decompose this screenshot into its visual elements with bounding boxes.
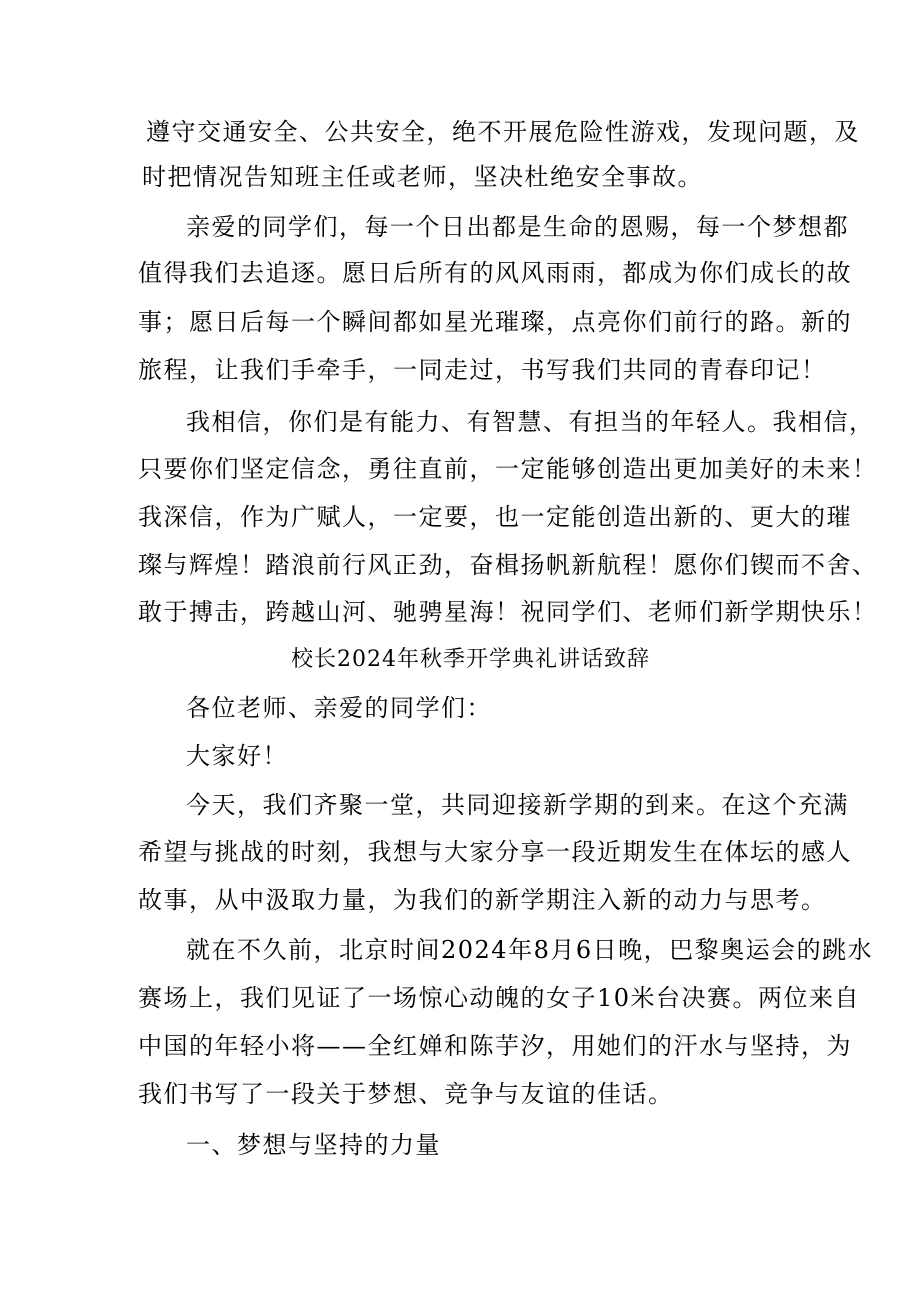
text-line: 旅程，让我们手牵手，一同走过，书写我们共同的青春印记！ — [138, 356, 827, 384]
text-line: 中国的年轻小将——全红婵和陈芋汐，用她们的汗水与坚持，为 — [138, 1032, 852, 1060]
document-title: 校长2024年秋季开学典礼讲话致辞 — [291, 647, 650, 672]
text-line: 值得我们去追逐。愿日后所有的风风雨雨，都成为你们成长的故 — [138, 259, 852, 287]
text-line: 事；愿日后每一个瞬间都如星光璀璨，点亮你们前行的路。新的 — [138, 308, 852, 336]
text-line: 我深信，作为广赋人，一定要，也一定能创造出新的、更大的璀 — [138, 503, 852, 531]
text-line: 亲爱的同学们，每一个日出都是生命的恩赐，每一个梦想都 — [186, 213, 849, 241]
greeting: 大家好！ — [186, 742, 288, 770]
text-line: 就在不久前，北京时间2024年8月6日晚，巴黎奥运会的跳水 — [186, 936, 874, 964]
text-line: 故事，从中汲取力量，为我们的新学期注入新的动力与思考。 — [138, 886, 827, 914]
text-line: 时把情况告知班主任或老师，坚决杜绝安全事故。 — [142, 163, 703, 191]
text-line: 璨与辉煌！踏浪前行风正劲，奋楫扬帆新航程！愿你们锲而不舍、 — [138, 551, 878, 579]
section-heading: 一、梦想与坚持的力量 — [186, 1131, 441, 1159]
text-line: 遵守交通安全、公共安全，绝不开展危险性游戏，发现问题，及 — [146, 118, 860, 146]
text-line: 只要你们坚定信念，勇往直前，一定能够创造出更加美好的未来！ — [138, 455, 878, 483]
text-line: 赛场上，我们见证了一场惊心动魄的女子10米台决赛。两位来自 — [138, 984, 861, 1012]
text-line: 我相信，你们是有能力、有智慧、有担当的年轻人。我相信， — [186, 408, 875, 436]
text-line: 今天，我们齐聚一堂，共同迎接新学期的到来。在这个充满 — [186, 791, 849, 819]
text-line: 我们书写了一段关于梦想、竞争与友谊的佳话。 — [138, 1080, 674, 1108]
text-line: 希望与挑战的时刻，我想与大家分享一段近期发生在体坛的感人 — [138, 838, 852, 866]
salutation: 各位老师、亲爱的同学们： — [186, 694, 492, 722]
text-line: 敢于搏击，跨越山河、驰骋星海！祝同学们、老师们新学期快乐！ — [138, 598, 878, 626]
